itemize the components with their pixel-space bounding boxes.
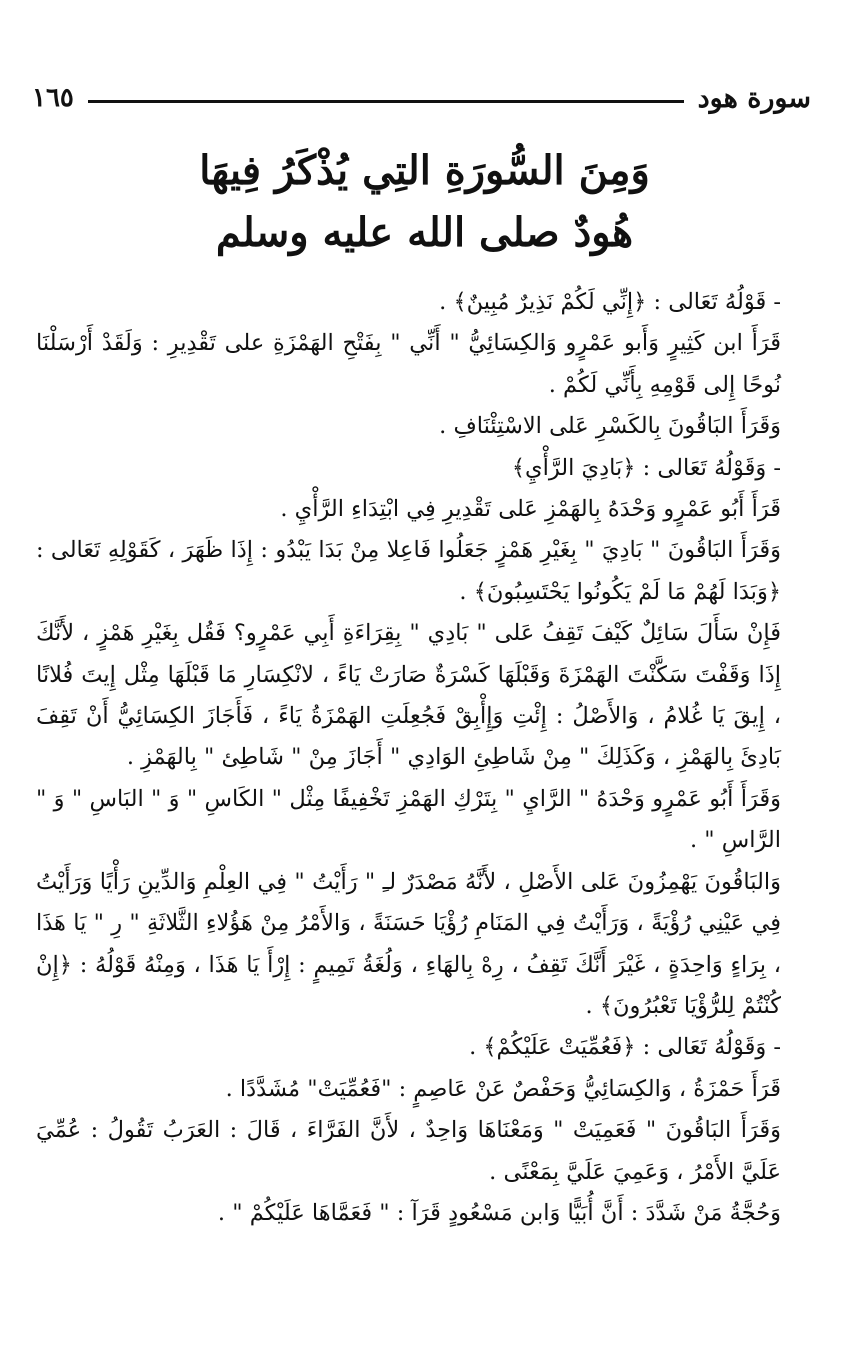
running-head	[32, 78, 811, 118]
chapter-title	[40, 140, 809, 264]
paragraph: وَالبَاقُونَ يَهْمِزُونَ عَلى الأَصْلِ ، لأَنَّهُ مَصْدَرٌ لـِ " رَأَيْتُ " فِي العِلْمِ وَالدِّينِ رَأْيًا وَرَأَيْتُ فِي عَيْنِي رُؤْيَةً ، وَرَأَيْتُ فِي المَنَامِ رُؤْيَا حَسَنَةً ، وَالأَمْرُ مِنْ هَؤُلاءِ الثَّلاثَةِ " رِ " يَا هَذَا ، بِرَاءٍ وَاحِدَةٍ ، غَيْرَ أَنَّكَ تَقِفُ ، رِهْ بِالهَاءِ ، وَلُغَةُ تَمِيمٍ : إِرْأَ يَا هَذَا ، وَمِنْهُ قَوْلُهُ : ﴿إِنْ كُنْتُمْ لِلرُّؤْيَا تَعْبُرُونَ﴾ .	[36, 868, 781, 1019]
verse-heading: - وَقَوْلُهُ تَعَالى : ﴿فَعُمِّيَتْ عَلَيْكُمْ﴾ .	[469, 1034, 781, 1061]
page-number: ١٦٥	[32, 83, 74, 113]
paragraph: قَرَأَ أَبُو عَمْرٍو وَحْدَهُ بِالهَمْزِ عَلى تَقْدِيرِ فِي ابْتِدَاءِ الرَّأْيِ .	[280, 496, 781, 523]
chapter-title-line-2: هُودٌ صلى الله عليه وسلم	[215, 209, 634, 256]
verse-heading: - قَوْلُهُ تَعَالى : ﴿إِنِّي لَكُمْ نَذِيرٌ مُبِينٌ﴾ .	[439, 289, 781, 315]
chapter-title-line-1: وَمِنَ السُّورَةِ التِي يُذْكَرُ فِيهَا	[199, 147, 650, 194]
header-rule	[88, 100, 684, 103]
paragraph: وَقَرَأَ البَاقُونَ بِالكَسْرِ عَلى الاسْتِئْنَافِ .	[439, 413, 781, 440]
body-text	[36, 282, 811, 1234]
paragraph: قَرَأَ حَمْزَةُ ، وَالكِسَائِيُّ وَحَفْصٌ عَنْ عَاصِمٍ : "فَعُمِّيَتْ" مُشَدَّدًا .	[225, 1075, 781, 1102]
paragraph: وَقَرَأَ البَاقُونَ " فَعَمِيَتْ " وَمَعْنَاهَا وَاحِدٌ ، لأَنَّ الفَرَّاءَ ، قَالَ : العَرَبُ تَقُولُ : عُمِّيَ عَلَيَّ الأَمْرُ ، وَعَمِيَ عَلَيَّ بِمَعْنًى .	[36, 1117, 781, 1185]
paragraph: فَإِنْ سَأَلَ سَائِلٌ كَيْفَ تَقِفُ عَلى " بَادِي " بِقِرَاءَةِ أَبِي عَمْرٍو؟ فَقُل بِغَيْرِ هَمْزٍ ، لأَنَّكَ إِذَا وَقَفْتَ سَكَّنْتَ الهَمْزَةَ وَقَبْلَهَا كَسْرَةٌ صَارَتْ يَاءً ، لانْكِسَارِ مَا قَبْلَهَا مِثْل إِيتَ فُلانًا ، إِيقَ يَا غُلامُ ، وَالأَصْلُ : إِئْتِ وَإِأْبِقْ فَجُعِلَتِ الهَمْزَةُ يَاءً ، فَأَجَازَ الكِسَائِيُّ أَنْ تَقِفَ بَادِئَ بِالهَمْزِ ، وَكَذَلِكَ " مِنْ شَاطِئِ الوَادِي " أَجَازَ مِنْ " شَاطِئ " بِالهَمْزِ .	[36, 620, 781, 771]
paragraph: قَرَأَ ابن كَثِيرٍ وَأَبو عَمْرٍو وَالكِسَائِيُّ " أَنِّي " بِفَتْحِ الهَمْزَةِ على تَقْدِيرِ : وَلَقَدْ أَرْسَلْنَا نُوحًا إِلى قَوْمِهِ بِأَنِّي لَكُمْ .	[36, 330, 781, 398]
paragraph: وَحُجَّةُ مَنْ شَدَّدَ : أَنَّ أُبَيًّا وَابن مَسْعُودٍ قَرَآ : " فَعَمَّاهَا عَلَيْكُمْ " .	[217, 1199, 781, 1226]
surah-name-header: سورة هود	[697, 82, 811, 114]
paragraph: وَقَرَأَ أَبُو عَمْرٍو وَحْدَهُ " الرَّايِ " بِتَرْكِ الهَمْزِ تَخْفِيفًا مِثْل " الكَاسِ " وَ " البَاسِ " وَ " الرَّاسِ " .	[36, 785, 781, 854]
paragraph: وَقَرَأَ البَاقُونَ " بَادِيَ " بِغَيْرِ هَمْزٍ جَعَلُوا فَاعِلا مِنْ بَدَا يَبْدُو : إِذَا ظَهَرَ ، كَقَوْلِهِ تَعَالى : ﴿وَبَدَا لَهُمْ مَا لَمْ يَكُونُوا يَحْتَسِبُونَ﴾ .	[36, 537, 781, 605]
verse-heading: - وَقَوْلُهُ تَعَالى : ﴿بَادِيَ الرَّأْيِ﴾	[511, 454, 781, 481]
